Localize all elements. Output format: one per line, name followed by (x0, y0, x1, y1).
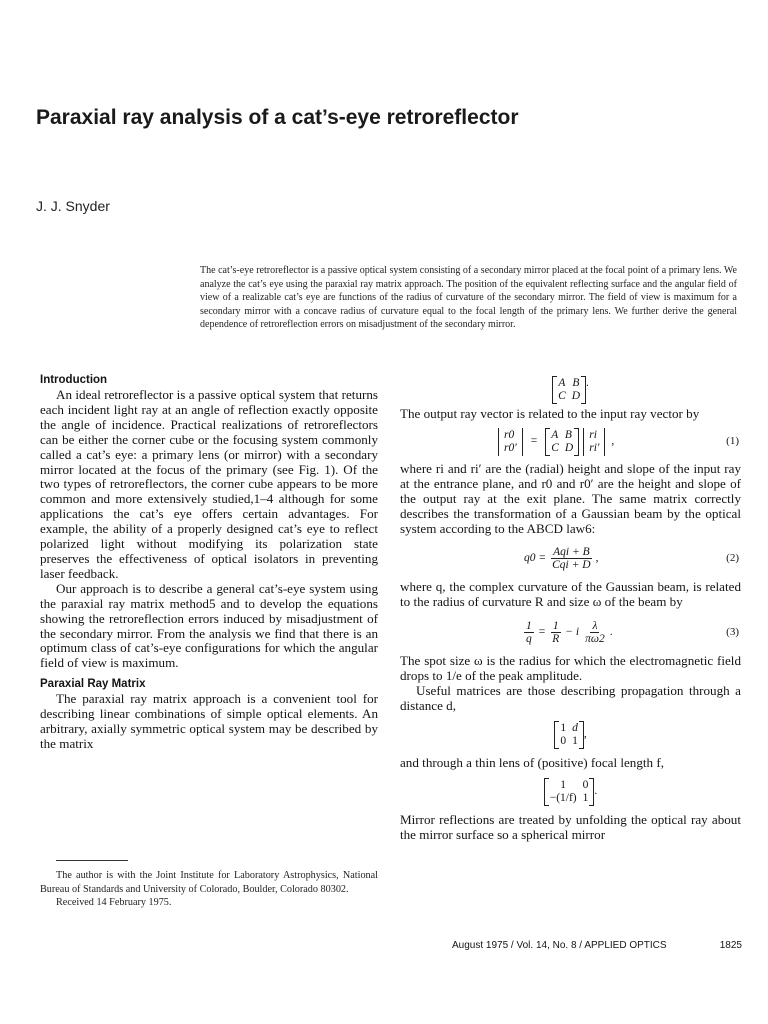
abcd-matrix-equation: A B C D . (400, 373, 741, 407)
footnote-rule (56, 860, 128, 861)
equation-3: $\frac{1}{q}$ = $\frac{1}{R}$ − i $\frac{\lambda}{\pi\omega 2}$ . (3) (526, 619, 739, 645)
abstract: The cat’s-eye retroreflector is a passive optical system consisting of a secondary mirror placed at the focal point of a primary lens. We analyze the cat’s eye using the paraxial ray matrix approach. The position of the equivalent reflecting surface and the angular field of view of a realizable cat’s eye are functions of the radius of curvature of the secondary mirror. The field of view is maximum for a secondary mirror with a concave radius of curvature equal to the focal length of the primary lens. We further derive the general dependence of retroreflection errors on misadjustment of the secondary mirror. (200, 265, 737, 330)
author-footnote (40, 860, 378, 910)
right-paragraph-3: where q, the complex curvature of the Gaussian beam, is related to the radius of curvature R and size ω of the beam by (400, 579, 741, 610)
paper-title: Paraxial ray analysis of a cat’s-eye retroreflector (36, 106, 519, 129)
output-ray-vector: r0 r0′ (498, 428, 523, 456)
section-heading-paraxial-ray-matrix: Paraxial Ray Matrix (40, 678, 146, 691)
system-matrix: A B C D (545, 428, 579, 456)
footnote-affiliation: The author is with the Joint Institute for Laboratory Astrophysics, National Bureau of Standards and University of Colorado, Boulder, Colorado 80302. (40, 870, 378, 895)
propagation-matrix: 1 d 0 1 (554, 721, 584, 749)
equation-1: r0 r0′ = A B C D ri ri′ , (1) (400, 422, 741, 462)
right-paragraph-6: and through a thin lens of (positive) focal length f, (400, 754, 664, 770)
equation-number-3: (3) (726, 625, 739, 638)
right-paragraph-4: The spot size ω is the radius for which the electromagnetic field drops to 1/e of the peak amplitude. (400, 653, 741, 684)
author-name: J. J. Snyder (36, 198, 110, 214)
section-heading-introduction: Introduction (40, 374, 108, 386)
abcd-matrix: A B C D (552, 376, 586, 404)
journal-citation: August 1975 / Vol. 14, No. 8 / APPLIED OPTICS (452, 940, 667, 951)
left-column (40, 373, 378, 752)
thin-lens-matrix: 1 0 −(1/f) 1 (544, 778, 595, 806)
right-paragraph-2: where ri and ri′ are the (radial) height and slope of the input ray at the entrance plane, and r0 and r0′ are the height and slope of the output ray at the exit plane. The same matrix correctly describes the transformation of a Gaussian beam by the optical system according to the ABCD law6: (400, 460, 741, 536)
right-column (400, 373, 741, 843)
matrix-paragraph-1: The paraxial ray matrix approach is a convenient tool for describing linear combinations of simple optical elements. An arbitrary, axially symmetric optical system may be described by the matrix (40, 691, 378, 751)
equation-number-2: (2) (726, 551, 739, 564)
equation-number-1: (1) (726, 435, 739, 448)
equation-2: q0 = $\frac{\text{Aqi + B}}{\text{Cqi + D}}$ , (2) (524, 545, 739, 571)
right-paragraph-7: Mirror reflections are treated by unfolding the optical ray about the mirror surface so a spherical mirror (400, 811, 741, 842)
intro-paragraph-1: An ideal retroreflector is a passive optical system that returns each incident light ray at an angle of reflection exactly opposite the angle of incidence. Practical realizations of retroreflectors can be either the corner cube or the focusing system commonly called a cat’s eye: a primary lens (or mirror) with a secondary mirror located at the focus of the primary (see Fig. 1). Of the two types of retroreflectors, the corner cube appears to be more common and more extensively studied,1–4 although for some applications the cat’s eye offers certain advantages. For example, the ability of a properly designed cat’s eye to reflect polarized light without modifying its polarization state preserves the effectiveness of optical isolators in preventing laser feedback. (40, 387, 378, 581)
propagation-matrix-equation: 1 d 0 1 , (400, 714, 741, 756)
abcd-law-fraction: $\frac{\text{Aqi + B}}{\text{Cqi + D}}$ (552, 545, 591, 571)
intro-paragraph-2: Our approach is to describe a general cat’s-eye system using the paraxial ray matrix method5 and to develop the equations showing the retroreflection errors induced by misadjustment of the secondary mirror. From the analysis we find that there is an optimum class of cat’s-eye configurations for which the angular field of view is maximum. (40, 580, 378, 671)
footnote-received: Received 14 February 1975. (56, 897, 172, 908)
page-footer (452, 940, 742, 951)
right-paragraph-1: The output ray vector is related to the input ray vector by (400, 406, 700, 421)
page-number: 1825 (719, 940, 742, 951)
right-paragraph-5: Useful matrices are those describing propagation through a distance d, (400, 683, 741, 713)
input-ray-vector: ri ri′ (583, 428, 605, 456)
lens-matrix-equation: 1 0 −(1/f) 1 . (400, 771, 741, 813)
